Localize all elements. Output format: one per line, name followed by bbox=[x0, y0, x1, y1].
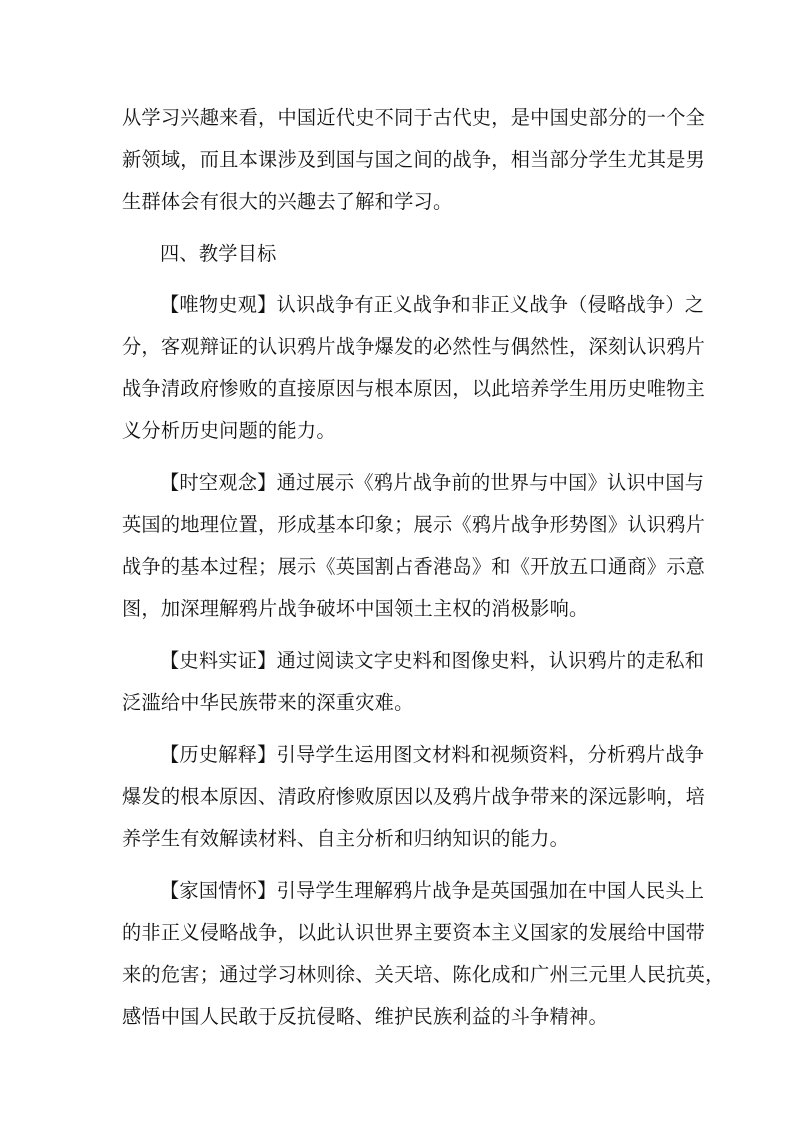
paragraph-line: 【家国情怀】引导学生理解鸦片战争是英国强加在中国人民头上 bbox=[160, 879, 705, 902]
paragraph-line: 泛滥给中华民族带来的深重灾难。 bbox=[122, 691, 414, 714]
paragraph-line: 战争的基本过程；展示《英国割占香港岛》和《开放五口通商》示意 bbox=[122, 555, 706, 578]
paragraph-line: 新领域，而且本课涉及到国与国之间的战争，相当部分学生尤其是男 bbox=[122, 148, 706, 171]
paragraph-line: 英国的地理位置，形成基本印象；展示《鸦片战争形势图》认识鸦片 bbox=[122, 513, 706, 536]
paragraph-line: 【时空观念】通过展示《鸦片战争前的世界与中国》认识中国与 bbox=[160, 471, 705, 494]
paragraph-line: 义分析历史问题的能力。 bbox=[122, 419, 336, 442]
paragraph-line: 战争清政府惨败的直接原因与根本原因，以此培养学生用历史唯物主 bbox=[122, 377, 706, 400]
paragraph-line: 的非正义侵略战争，以此认识世界主要资本主义国家的发展给中国带 bbox=[122, 921, 706, 944]
paragraph-line: 生群体会有很大的兴趣去了解和学习。 bbox=[122, 190, 453, 213]
paragraph-line: 【史料实证】通过阅读文字史料和图像史料，认识鸦片的走私和 bbox=[160, 649, 705, 672]
paragraph-line: 【唯物史观】认识战争有正义战争和非正义战争（侵略战争）之 bbox=[160, 293, 705, 316]
section-heading: 四、教学目标 bbox=[160, 242, 277, 265]
paragraph-line: 爆发的根本原因、清政府惨败原因以及鸦片战争带来的深远影响，培 bbox=[122, 785, 706, 808]
paragraph-line: 从学习兴趣来看，中国近代史不同于古代史，是中国史部分的一个全 bbox=[122, 106, 706, 129]
paragraph-line: 分，客观辩证的认识鸦片战争爆发的必然性与偶然性，深刻认识鸦片 bbox=[122, 335, 706, 358]
paragraph-line: 图，加深理解鸦片战争破坏中国领土主权的消极影响。 bbox=[122, 597, 589, 620]
paragraph-line: 来的危害；通过学习林则徐、关天培、陈化成和广州三元里人民抗英， bbox=[122, 963, 725, 986]
paragraph-line: 【历史解释】引导学生运用图文材料和视频资料，分析鸦片战争 bbox=[160, 743, 705, 766]
paragraph-line: 养学生有效解读材料、自主分析和归纳知识的能力。 bbox=[122, 827, 570, 850]
paragraph-line: 感悟中国人民敢于反抗侵略、维护民族利益的斗争精神。 bbox=[122, 1005, 608, 1028]
